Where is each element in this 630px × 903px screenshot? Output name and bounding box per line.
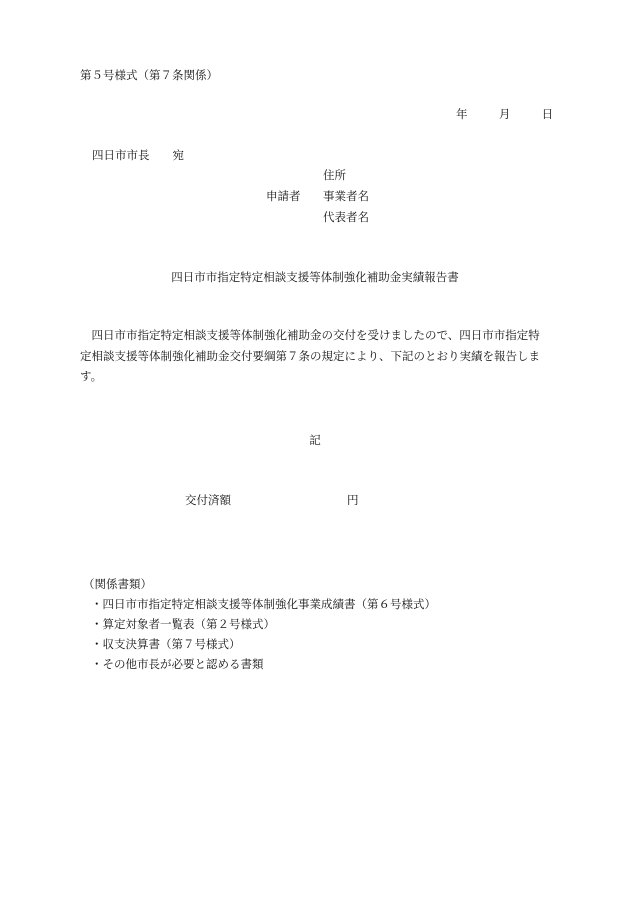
related-documents-heading: （関係書類） [83, 577, 152, 591]
list-item: ・その他市長が必要と認める書類 [91, 657, 264, 671]
grant-amount-label: 交付済額 [185, 493, 231, 507]
date-year: 年 [456, 107, 468, 121]
applicant-business-name-label: 事業者名 [323, 189, 369, 203]
date-day: 日 [541, 107, 554, 121]
list-item: ・四日市市指定特定相談支援等体制強化事業成績書（第６号様式） [91, 597, 436, 611]
applicant-address-label: 住所 [323, 168, 346, 182]
document-title: 四日市市指定特定相談支援等体制強化補助金実績報告書 [171, 270, 459, 284]
related-documents [83, 574, 436, 674]
date-line [456, 106, 553, 122]
list-item: ・収支決算書（第７号様式） [91, 637, 241, 651]
applicant-representative-label: 代表者名 [323, 210, 369, 224]
ki-heading: 記 [309, 433, 321, 447]
body-paragraph: 四日市市指定特定相談支援等体制強化補助金の交付を受けましたので、四日市市指定特定相談支援等体制強化補助金交付要綱第７条の規定により、下記のとおり実績を報告します。 [80, 328, 540, 383]
applicant-label: 申請者 [266, 189, 301, 203]
addressee: 四日市市長 宛 [92, 148, 184, 162]
grant-amount-unit: 円 [347, 493, 359, 507]
date-month: 月 [498, 107, 511, 121]
form-number: 第５号様式（第７条関係） [80, 68, 218, 82]
list-item: ・算定対象者一覧表（第２号様式） [91, 617, 275, 631]
